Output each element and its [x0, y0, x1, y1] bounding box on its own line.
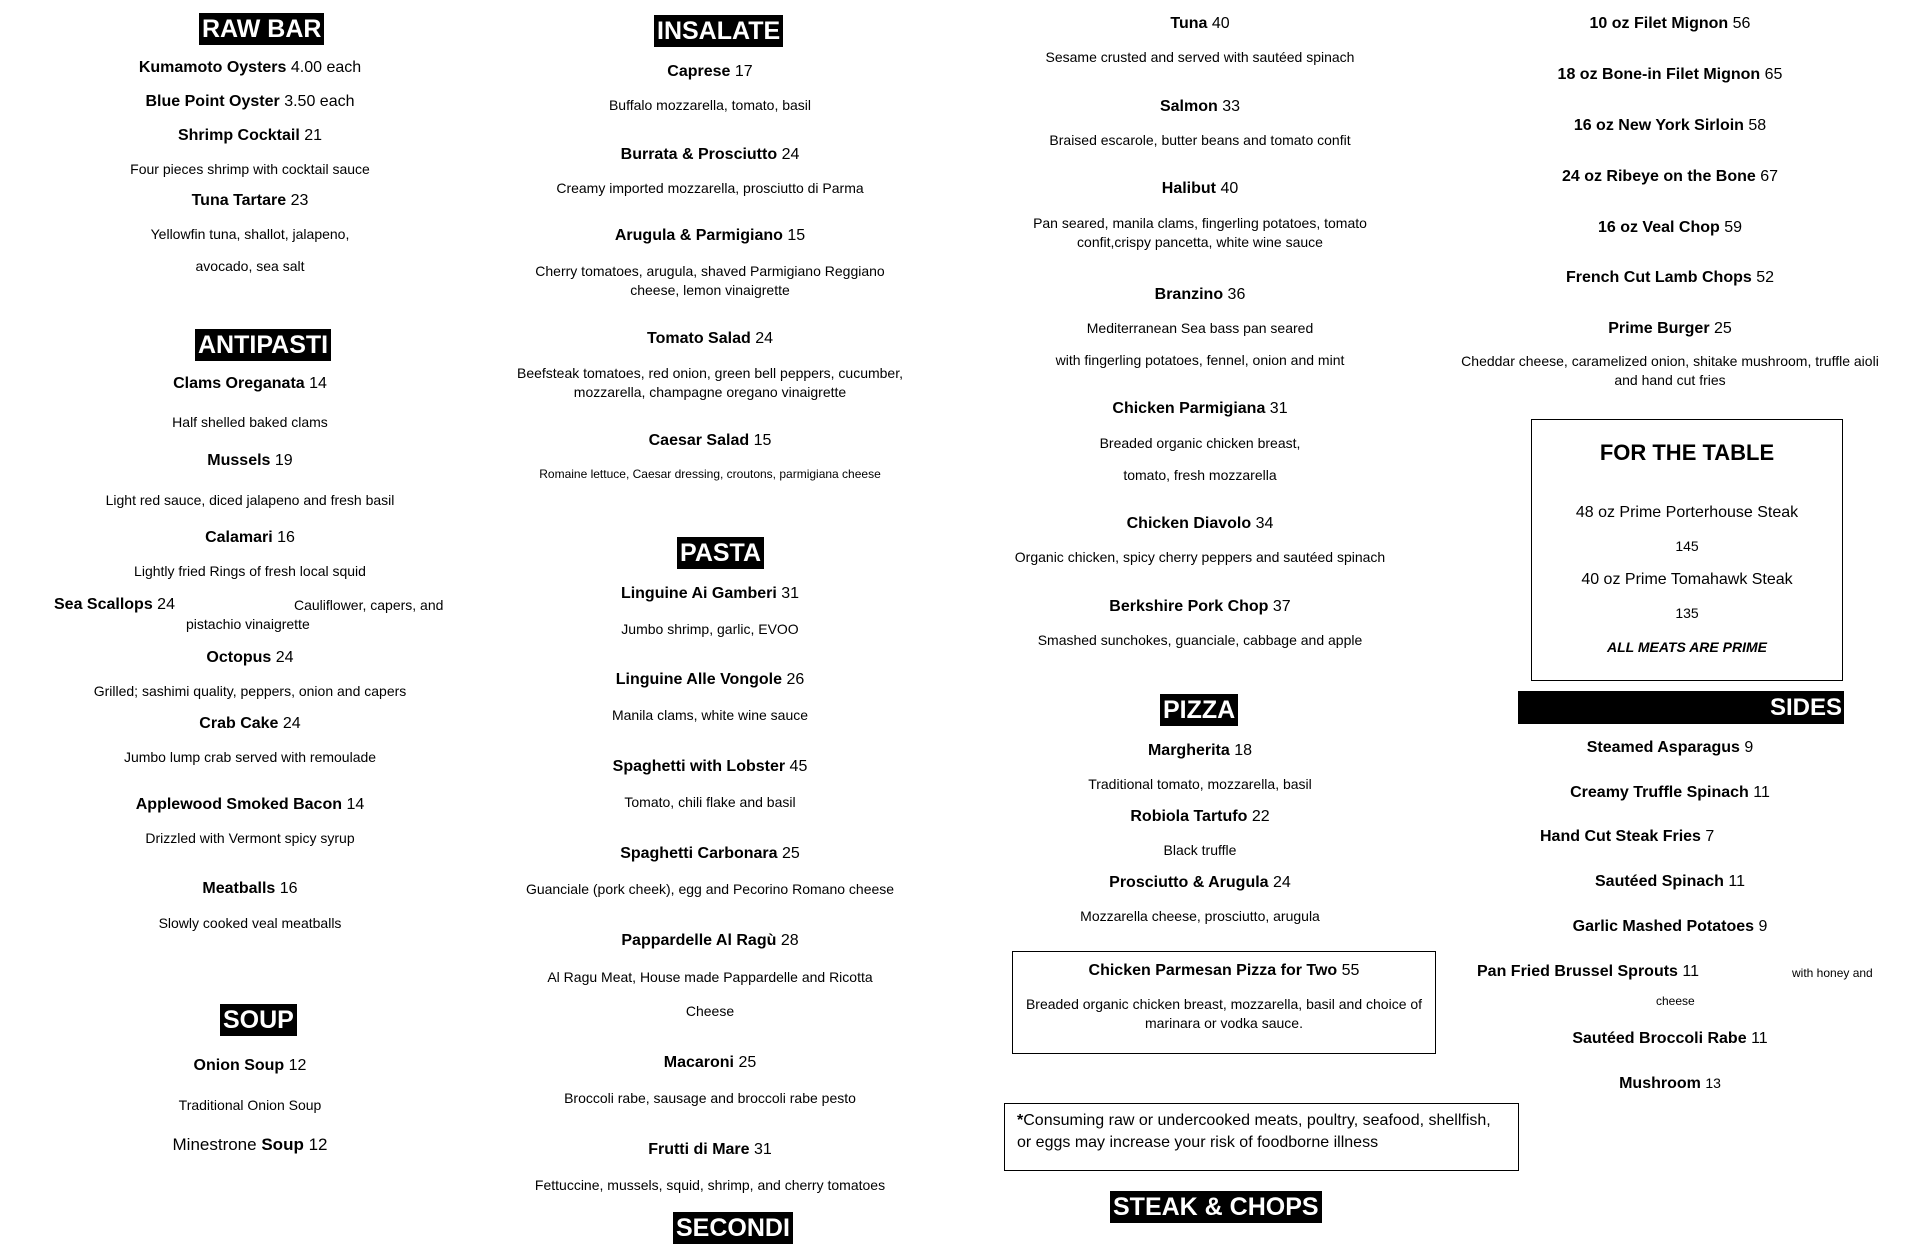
menu-item: Shrimp Cocktail 21: [177, 127, 323, 144]
item-description: Grilled; sashimi quality, peppers, onion and capers: [93, 683, 407, 699]
item-description: Breaded organic chicken breast, mozzarella, basil and choice of marinara or vodka sauce.: [1025, 996, 1423, 1031]
menu-item: Margherita 18: [1147, 742, 1253, 759]
menu-item: Spaghetti Carbonara 25: [620, 845, 800, 862]
item-price: 145: [1675, 538, 1699, 554]
menu-item: Prime Burger 25: [1608, 320, 1732, 337]
item-description: Black truffle: [1163, 842, 1237, 858]
menu-item: Macaroni 25: [663, 1054, 757, 1071]
item-description: Breaded organic chicken breast,: [1099, 435, 1301, 451]
food-safety-notice: *Consuming raw or undercooked meats, poultry, seafood, shellfish, or eggs may increase your risk of foodborne illness: [1004, 1103, 1519, 1171]
menu-item: Frutti di Mare 31: [648, 1141, 772, 1158]
item-description: Traditional Onion Soup: [178, 1097, 322, 1113]
menu-item: Octopus 24: [206, 649, 294, 666]
secondi-header: SECONDI: [673, 1212, 793, 1244]
item-description: with fingerling potatoes, fennel, onion and mint: [1055, 352, 1345, 368]
menu-item: Tomato Salad 24: [647, 330, 773, 347]
menu-item: Mussels 19: [207, 452, 293, 469]
item-description: Pan seared, manila clams, fingerling potatoes, tomato confit,crispy pancetta, white wine sauce: [1033, 215, 1367, 250]
item-description: Drizzled with Vermont spicy syrup: [145, 830, 355, 846]
menu-item: Chicken Parmigiana 31: [1112, 400, 1288, 417]
menu-item: Sea Scallops 24: [54, 596, 175, 613]
sides-header: SIDES: [1518, 691, 1844, 724]
menu-item: Calamari 16: [205, 529, 295, 546]
menu-item: Tuna Tartare 23: [191, 192, 309, 209]
item-description: Creamy imported mozzarella, prosciutto di Parma: [556, 180, 864, 196]
item-description: Smashed sunchokes, guanciale, cabbage and apple: [1037, 632, 1363, 648]
pizza-header: PIZZA: [1160, 694, 1238, 726]
menu-item: 10 oz Filet Mignon 56: [1589, 15, 1751, 32]
pasta-header: PASTA: [677, 537, 764, 569]
menu-item: Clams Oreganata 14: [173, 375, 327, 392]
item-description: Guanciale (pork cheek), egg and Pecorino Romano cheese: [525, 881, 895, 897]
item-description: Cherry tomatoes, arugula, shaved Parmigiano Reggiano cheese, lemon vinaigrette: [535, 263, 885, 298]
menu-item: 40 oz Prime Tomahawk Steak: [1581, 571, 1793, 588]
item-description: Sesame crusted and served with sautéed spinach: [1045, 49, 1355, 65]
menu-item: Mushroom 13: [1619, 1075, 1721, 1092]
steak-chops-header: STEAK & CHOPS: [1110, 1191, 1322, 1223]
menu-item: Caprese 17: [667, 63, 753, 80]
menu-item: Minestrone Soup 12: [172, 1135, 328, 1154]
item-description: Cheese: [685, 1003, 735, 1019]
menu-item: Blue Point Oyster 3.50 each: [145, 93, 355, 110]
item-description: Cauliflower, capers, and: [294, 597, 444, 613]
item-price: 135: [1675, 605, 1699, 621]
menu-item: Tuna 40: [1170, 15, 1230, 32]
item-description: Slowly cooked veal meatballs: [158, 915, 342, 931]
soup-header: SOUP: [220, 1004, 297, 1036]
menu-item: Pan Fried Brussel Sprouts 11: [1477, 963, 1699, 980]
for-the-table-title: FOR THE TABLE: [1599, 440, 1775, 465]
for-the-table-box: [1531, 419, 1843, 681]
menu-item: Crab Cake 24: [199, 715, 301, 732]
insalate-header: INSALATE: [654, 15, 783, 47]
item-description: Mozzarella cheese, prosciutto, arugula: [1080, 908, 1320, 924]
menu-item: Sautéed Spinach 11: [1595, 873, 1745, 890]
item-description: Jumbo lump crab served with remoulade: [123, 749, 377, 765]
menu-item: Caesar Salad 15: [648, 432, 772, 449]
menu-item: 18 oz Bone-in Filet Mignon 65: [1557, 66, 1783, 83]
item-description: Organic chicken, spicy cherry peppers and sautéed spinach: [1014, 549, 1386, 565]
menu-item: Linguine Alle Vongole 26: [615, 671, 805, 688]
menu-item: Applewood Smoked Bacon 14: [135, 796, 365, 813]
menu-item: Chicken Parmesan Pizza for Two 55: [1088, 962, 1360, 979]
menu-item: Halibut 40: [1161, 180, 1239, 197]
item-description: pistachio vinaigrette: [186, 616, 310, 632]
prime-note: ALL MEATS ARE PRIME: [1607, 639, 1767, 655]
menu-item: Arugula & Parmigiano 15: [614, 227, 806, 244]
item-description: Braised escarole, butter beans and tomato confit: [1049, 132, 1351, 148]
menu-item: Chicken Diavolo 34: [1126, 515, 1274, 532]
menu-item: Steamed Asparagus 9: [1586, 739, 1754, 756]
item-description: Buffalo mozzarella, tomato, basil: [608, 97, 812, 113]
item-description: with honey and: [1792, 966, 1873, 980]
menu-item: Garlic Mashed Potatoes 9: [1572, 918, 1768, 935]
item-description: Mediterranean Sea bass pan seared: [1086, 320, 1314, 336]
menu-item: Linguine Ai Gamberi 31: [620, 585, 800, 602]
menu-item: 16 oz Veal Chop 59: [1597, 219, 1743, 236]
item-description: Four pieces shrimp with cocktail sauce: [130, 161, 370, 177]
item-description: Tomato, chili flake and basil: [624, 794, 796, 810]
item-description: Cheddar cheese, caramelized onion, shitake mushroom, truffle aioli and hand cut fries: [1461, 353, 1879, 388]
item-description: avocado, sea salt: [195, 258, 305, 274]
menu-item: Creamy Truffle Spinach 11: [1570, 784, 1770, 801]
item-description: Al Ragu Meat, House made Pappardelle and Ricotta: [547, 969, 873, 985]
menu-item: Salmon 33: [1159, 98, 1241, 115]
menu-item: 48 oz Prime Porterhouse Steak: [1575, 504, 1799, 521]
menu-item: Kumamoto Oysters 4.00 each: [138, 59, 362, 76]
menu-item: French Cut Lamb Chops 52: [1565, 269, 1775, 286]
menu-item: Spaghetti with Lobster 45: [612, 758, 808, 775]
item-description: Broccoli rabe, sausage and broccoli rabe pesto: [564, 1090, 856, 1106]
menu-item: Burrata & Prosciutto 24: [620, 146, 800, 163]
menu-item: Branzino 36: [1154, 286, 1246, 303]
menu-item: Meatballs 16: [202, 880, 298, 897]
item-description: Half shelled baked clams: [172, 414, 328, 430]
raw-bar-header: RAW BAR: [199, 13, 324, 45]
item-description: Lightly fried Rings of fresh local squid: [134, 563, 366, 579]
menu-item: Robiola Tartufo 22: [1130, 808, 1270, 825]
pizza-special-box: [1012, 951, 1436, 1054]
menu-item: 24 oz Ribeye on the Bone 67: [1561, 168, 1779, 185]
item-description: Yellowfin tuna, shallot, jalapeno,: [150, 226, 350, 242]
menu-item: Prosciutto & Arugula 24: [1109, 874, 1291, 891]
antipasti-header: ANTIPASTI: [195, 329, 331, 361]
item-description: Fettuccine, mussels, squid, shrimp, and cherry tomatoes: [534, 1177, 886, 1193]
item-description: Traditional tomato, mozzarella, basil: [1088, 776, 1312, 792]
menu-item: Hand Cut Steak Fries 7: [1540, 828, 1715, 845]
item-description: Jumbo shrimp, garlic, EVOO: [621, 621, 799, 637]
menu-item: Pappardelle Al Ragù 28: [621, 932, 799, 949]
menu-item: Berkshire Pork Chop 37: [1109, 598, 1291, 615]
menu-item: Onion Soup 12: [193, 1057, 307, 1074]
item-description: tomato, fresh mozzarella: [1123, 467, 1277, 483]
menu-item: Sautéed Broccoli Rabe 11: [1572, 1030, 1768, 1047]
item-description: Romaine lettuce, Caesar dressing, croutons, parmigiana cheese: [539, 467, 881, 481]
item-description: Beefsteak tomatoes, red onion, green bell peppers, cucumber, mozzarella, champagne oregano vinaigrette: [516, 365, 903, 400]
item-description: Manila clams, white wine sauce: [611, 707, 809, 723]
item-description: Light red sauce, diced jalapeno and fresh basil: [105, 492, 395, 508]
item-description: cheese: [1656, 994, 1695, 1008]
menu-item: 16 oz New York Sirloin 58: [1573, 117, 1767, 134]
